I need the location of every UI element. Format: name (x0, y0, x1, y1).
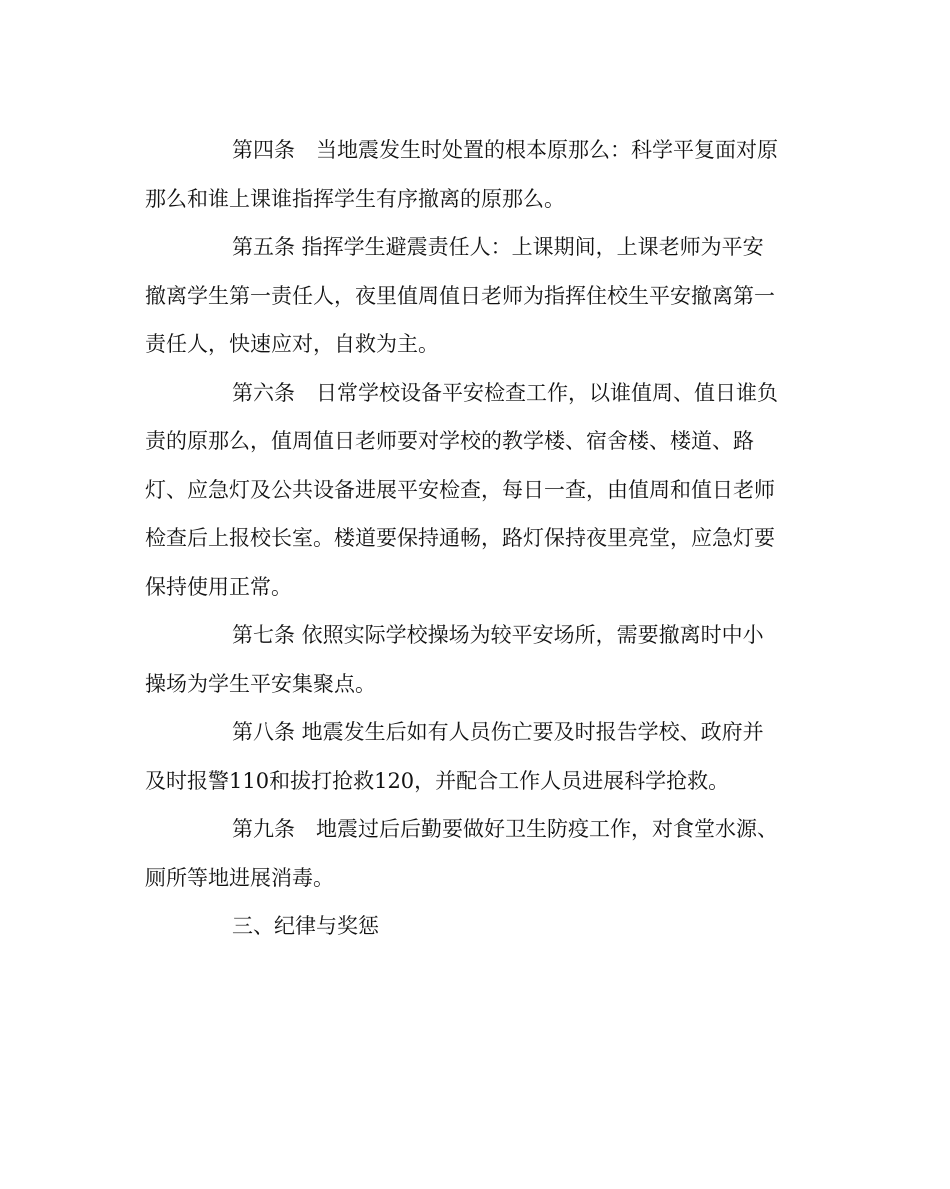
text-line: 厕所等地进展消毒。 (145, 865, 334, 890)
text-line: 撤离学生第一责任人，夜里值周值日老师为指挥住校生平安撤离第一 (145, 283, 775, 308)
text-line: 责任人，快速应对，自救为主。 (145, 332, 439, 356)
article-8-paragraph (145, 708, 805, 805)
text-line: 保持使用正常。 (145, 574, 292, 599)
text-line: 第五条 指挥学生避震责任人：上课期间，上课老师为平安 (232, 235, 764, 259)
text-line: 灯、应急灯及公共设备进展平安检查，每日一查，由值周和值日老师 (145, 477, 775, 502)
text-line: 第九条 地震过后后勤要做好卫生防疫工作，对食堂水源、 (232, 817, 778, 841)
article-6-paragraph (145, 369, 805, 612)
article-7-paragraph (145, 611, 805, 708)
text-line: 检查后上报校长室。楼道要保持通畅，路灯保持夜里亮堂，应急灯要 (145, 526, 775, 550)
text-line: 那么和谁上课谁指挥学生有序撤离的原那么。 (145, 186, 565, 211)
article-9-paragraph (145, 805, 805, 902)
text-line: 第六条 日常学校设备平安检查工作，以谁值周、值日谁负 (232, 380, 778, 405)
text-line: 第七条 依照实际学校操场为较平安场所，需要撤离时中小 (232, 623, 764, 647)
article-5-paragraph (145, 223, 805, 369)
document-body (145, 126, 805, 951)
section-heading: 三、纪律与奖惩 (232, 914, 379, 938)
section-heading-discipline (145, 902, 805, 951)
text-line: 第八条 地震发生后如有人员伤亡要及时报告学校、政府并 (232, 720, 764, 744)
text-line: 及时报警110和拔打抢救120，并配合工作人员进展科学抢救。 (145, 768, 730, 793)
article-4-paragraph (145, 126, 805, 223)
text-line: 第四条 当地震发生时处置的根本原那么：科学平复面对原 (232, 138, 778, 162)
text-line: 责的原那么，值周值日老师要对学校的教学楼、宿舍楼、楼道、路 (145, 429, 754, 453)
text-line: 操场为学生平安集聚点。 (145, 671, 376, 696)
